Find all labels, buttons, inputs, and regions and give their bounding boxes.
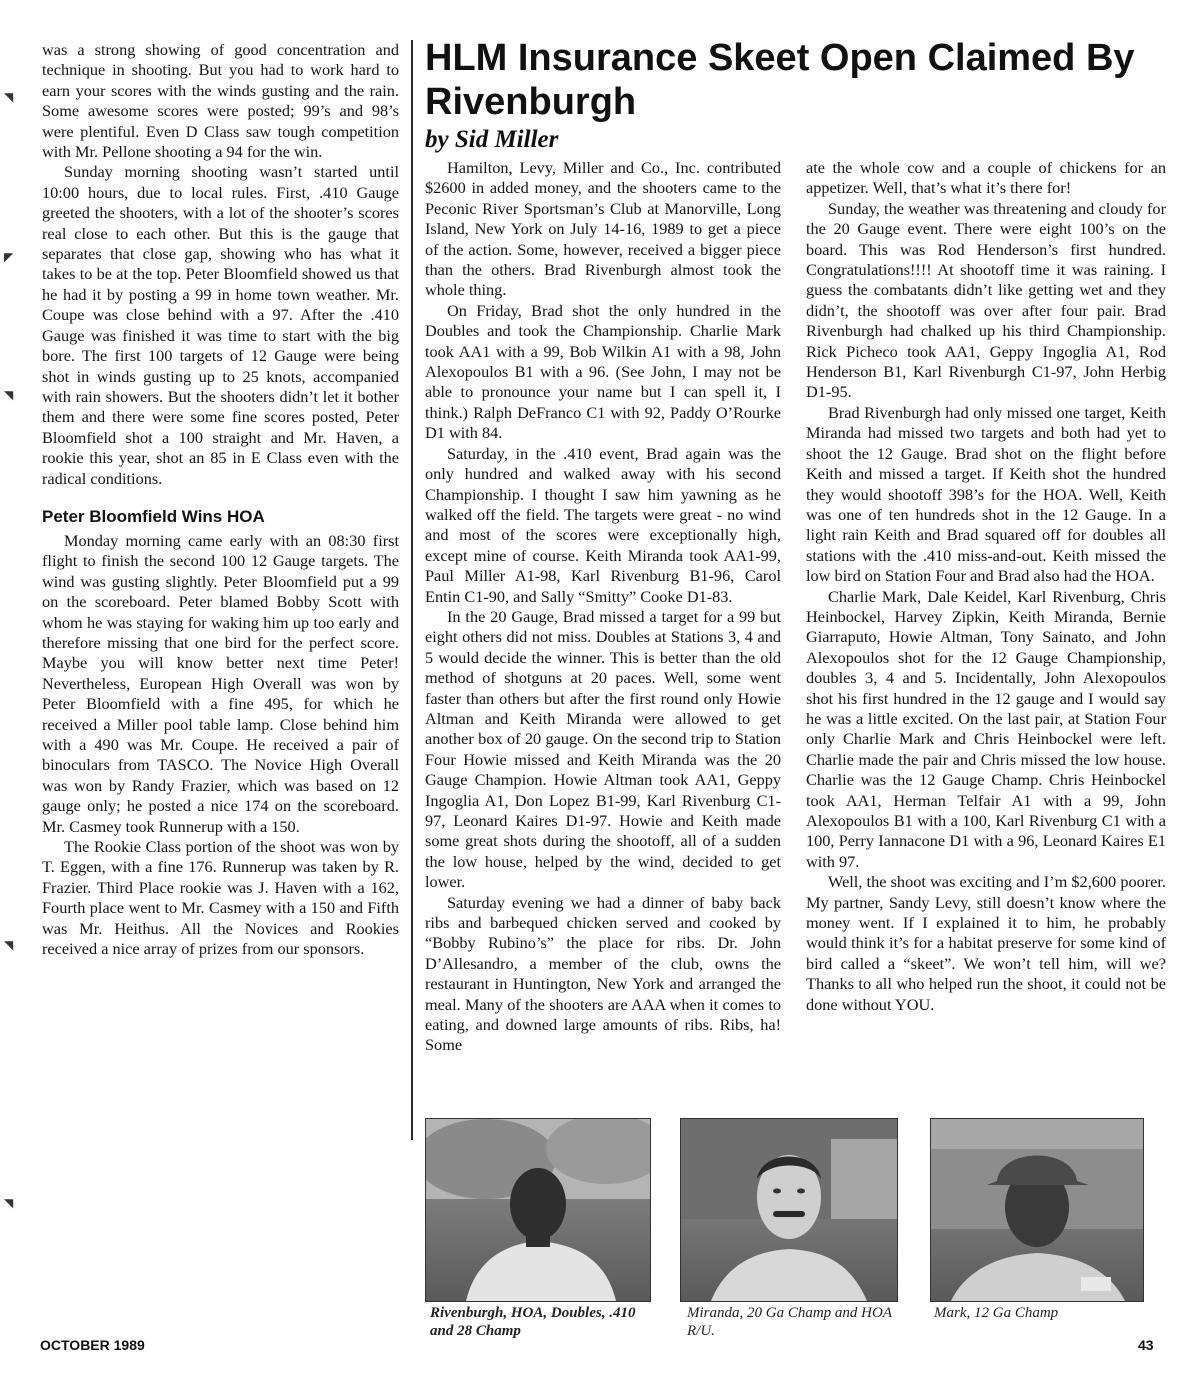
byline: by Sid Miller bbox=[425, 126, 559, 153]
portrait-illustration bbox=[931, 1119, 1143, 1301]
left-column bbox=[42, 40, 399, 959]
photo-caption: Miranda, 20 Ga Champ and HOA R/U. bbox=[687, 1305, 892, 1339]
paragraph: Well, the shoot was exciting and I’m $2,600 poorer. My partner, Sandy Levy, still doesn’t know where the money went. If I explained it to him, he probably would think it’s for a habitat preserve for some kind of bird called a “skeet”. We won’t tell him, will we? Thanks to all who helped run the shoot, it could not be done without YOU. bbox=[806, 872, 1166, 1014]
paragraph: Sunday morning shooting wasn’t started until 10:00 hours, due to local rules. First, .410 Gauge greeted the shooters, with a lot of the shooter’s scores real close to each other. But this is the gauge that separates that close gap, showing who has what it takes to be at the top. Peter Bloomfield showed us that he had it by posting a 99 in home town weather. Mr. Coupe was close behind with a 97. After the .410 Gauge was finished it was time to start with the big bore. The first 100 targets of 12 Gauge were being shot in winds gusting up to 25 knots, accompanied with rain showers. But the shooters didn’t let it bother them and there were some fine scores posted, Peter Bloomfield shot a 100 straight and Mr. Haven, a rookie this year, shot an 85 in E Class even with the radical conditions. bbox=[42, 162, 399, 488]
paragraph: was a strong showing of good concentration and technique in shooting. But you had to work hard to earn your scores with the winds gusting and the rain. Some awesome scores were posted; 99’s and 98’s were plentiful. Even D Class saw tough competition with Mr. Pellone shooting a 94 for the win. bbox=[42, 40, 399, 162]
paragraph: Hamilton, Levy, Miller and Co., Inc. contributed $2600 in added money, and the shooters came to the Peconic River Sportsman’s Club at Manorville, Long Island, New York on July 14-16, 1989 to get a piece of the action. Some, however, received a bigger piece than the others. Brad Rivenburgh almost took the whole thing. bbox=[425, 158, 781, 300]
paragraph: Charlie Mark, Dale Keidel, Karl Rivenburg, Chris Heinbockel, Harvey Zipkin, Keith Miranda, Bernie Giarraputo, Howie Altman, Tony Sainato, and John Alexopoulos shot for the 12 Gauge Championship, doubles 3, 4 and 5. Incidentally, John Alexopoulos shot his first hundred in the 12 gauge and I would say he was a little excited. On the last pair, at Station Four only Charlie Mark and Chris Heinbockel were left. Charlie made the pair and Chris missed the low house. Charlie was the 12 Gauge Champ. Chris Heinbockel took AA1, Herman Telfair A1 with a 99, John Alexopoulos B1 with a 100, Karl Rivenburg C1 with a 100, Perry Iannacone D1 with a 96, Leonard Kaires E1 with 97. bbox=[806, 586, 1166, 871]
photo-mark bbox=[930, 1118, 1144, 1302]
photo-caption: Rivenburgh, HOA, Doubles, .410 and 28 Champ bbox=[430, 1305, 636, 1339]
paragraph: On Friday, Brad shot the only hundred in the Doubles and took the Championship. Charlie Mark took AA1 with a 99, Bob Wilkin A1 with a 98, John Alexopoulos B1 with a 96. (See John, I may not be able to pronounce your name but I can spell it, I think.) Ralph DeFranco C1 with 92, Paddy O’Rourke D1 with 84. bbox=[425, 300, 781, 443]
margin-mark: ◥ bbox=[4, 1196, 14, 1210]
issue-date: OCTOBER 1989 bbox=[40, 1337, 145, 1353]
portrait-illustration bbox=[681, 1119, 897, 1301]
paragraph: In the 20 Gauge, Brad missed a target for a 99 but eight others did not miss. Doubles at Stations 3, 4 and 5 would decide the winner. This is better than the old method of shotguns at 20 paces. Well, some went faster than others but after the first round only Howie Altman and Keith Miranda were allowed to get another box of 20 gauge. On the second trip to Station Four Howie missed and Keith Miranda was the 20 Gauge Champion. Howie Altman took AA1, Geppy Ingoglia A1, Don Lopez B1-99, Karl Rivenburg C1-97, Leonard Kaires D1-97. Howie and Keith made some great shots during the shootoff, all of a sudden the low house, helped by the wind, decided to get lower. bbox=[425, 606, 781, 892]
paragraph: Brad Rivenburgh had only missed one target, Keith Miranda had missed two targets and both had yet to shoot the 12 Gauge. Brad shot on the flight before Keith and missed a target. If Keith shot the hundred they would shootoff 398’s for the HOA. Well, Keith was one of ten hundreds shot in the 12 Gauge. In a light rain Keith and Brad squared off for doubles all stations with the .410 miss-and-out. Keith missed the low bird on Station Four and Brad also had the HOA. bbox=[806, 402, 1166, 586]
page-number: 43 bbox=[1138, 1337, 1154, 1353]
portrait-illustration bbox=[426, 1119, 650, 1301]
photo-caption: Mark, 12 Ga Champ bbox=[934, 1305, 1059, 1321]
paragraph: ate the whole cow and a couple of chickens for an appetizer. Well, that’s what it’s there for! bbox=[806, 158, 1166, 198]
paragraph: The Rookie Class portion of the shoot was won by T. Eggen, with a fine 176. Runnerup was taken by R. Frazier. Third Place rookie was J. Haven with a 162, Fourth place went to Mr. Casmey with a 150 and Fifth was Mr. Heithus. All the Novices and Rookies received a nice array of prizes from our sponsors. bbox=[42, 837, 399, 959]
paragraph: Saturday, in the .410 event, Brad again was the only hundred and walked away with his second Championship. I thought I saw him yawning as he walked off the field. The targets were great - no wind and most of the scores were exceptionally high, except mine of course. Keith Miranda took AA1-99, Paul Miller A1-98, Karl Rivenburg B1-96, Carol Entin C1-90, and Sally “Smitty” Cooke D1-83. bbox=[425, 443, 781, 606]
right-column bbox=[806, 158, 1166, 1015]
middle-column bbox=[425, 158, 781, 1056]
photo-rivenburgh bbox=[425, 1118, 651, 1302]
photo-miranda bbox=[680, 1118, 898, 1302]
section-subhead: Peter Bloomfield Wins HOA bbox=[42, 506, 265, 526]
margin-mark: ◥ bbox=[4, 90, 14, 104]
paragraph: Saturday evening we had a dinner of baby back ribs and barbequed chicken served and cooked by “Bobby Rubino’s” the place for ribs. Dr. John D’Allesandro, a member of the club, owns the restaurant in Huntington, New York and arranged the meal. Many of the shooters are AAA when it comes to eating, and downed large amounts of ribs. Ribs, ha! Some bbox=[425, 892, 781, 1055]
margin-mark: ◤ bbox=[4, 250, 14, 264]
paragraph: Monday morning came early with an 08:30 first flight to finish the second 100 12 Gauge targets. The wind was gusting slightly. Peter Bloomfield put a 99 on the scoreboard. Peter blamed Bobby Scott with whom he was staying for waking him up too early and therefore missing that one bird for the perfect score. Maybe you will know better next time Peter! Nevertheless, European High Overall was won by Peter Bloomfield with a fine 495, for which he received a Miller pool table lamp. Close behind him with a 490 was Mr. Coupe. He received a pair of binoculars from TASCO. The Novice High Overall was won by Randy Frazier, which was based on 12 gauge only; he posted a nice 174 on the scoreboard. Mr. Casmey took Runnerup with a 150. bbox=[42, 530, 399, 836]
margin-mark: ◥ bbox=[4, 388, 14, 402]
paragraph: Sunday, the weather was threatening and cloudy for the 20 Gauge event. There were eight 100’s on the board. This was Rod Henderson’s first hundred. Congratulations!!!! At shootoff time it was raining. I guess the combatants didn’t like getting wet and they didn’t, the shootoff was over after four pair. Brad Rivenburgh had chalked up his third Championship. Rick Picheco took AA1, Geppy Ingoglia A1, Rod Henderson B1, Karl Rivenburgh C1-97, John Herbig D1-95. bbox=[806, 198, 1166, 402]
headline: HLM Insurance Skeet Open Claimed By Rivenburgh bbox=[425, 37, 1135, 123]
column-divider bbox=[411, 40, 413, 1140]
margin-mark: ◥ bbox=[4, 938, 14, 952]
